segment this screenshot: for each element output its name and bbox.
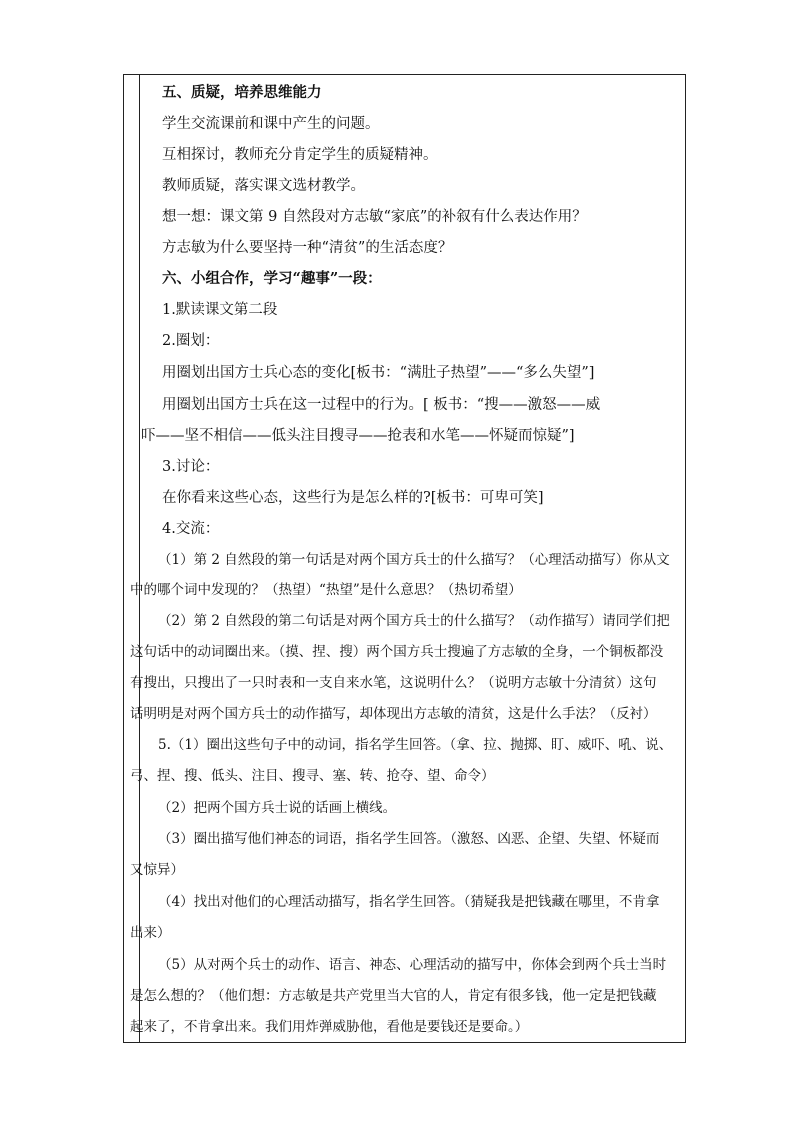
- text-line: 吓——坚不相信——低头注目搜寻——抢表和水笔——怀疑而惊疑”]: [141, 428, 575, 444]
- text-line: 话明明是对两个国方兵士的动作描写，却体现出方志敏的清贫，这是什么手法？（反衬）: [130, 706, 657, 722]
- text-line: 3.讨论：: [162, 459, 220, 475]
- text-line: 2.圈划：: [162, 333, 220, 349]
- text-line: （2）第 2 自然段的第二句话是对两个国方兵士的什么描写？（动作描写）请同学们把: [158, 613, 670, 629]
- text-line: 4.交流：: [162, 521, 220, 537]
- text-line: 又惊异）: [130, 862, 184, 878]
- text-line: 这句话中的动词圈出来。（摸、捏、搜）两个国方兵士搜遍了方志敏的全身，一个铜板都没: [130, 644, 664, 660]
- text-line: 是怎么想的？（他们想：方志敏是共产党里当大官的人，肯定有很多钱，他一定是把钱藏: [130, 988, 657, 1004]
- text-line: 教师质疑，落实课文选材教学。: [162, 178, 365, 194]
- text-line: （1）第 2 自然段的第一句话是对两个国方兵士的什么描写？（心理活动描写）你从文: [158, 552, 670, 568]
- text-line: 中的哪个词中发现的？（热望）“热望”是什么意思？（热切希望）: [130, 582, 522, 598]
- text-line: （2）把两个国方兵士说的话画上横线。: [158, 800, 397, 816]
- text-line: 有搜出，只搜出了一只时表和一支自来水笔，这说明什么？（说明方志敏十分清贫）这句: [130, 675, 657, 691]
- text-line: 出来）: [130, 925, 171, 941]
- text-line: 起来了，不肯拿出来。我们用炸弹威胁他，看他是要钱还是要命。）: [130, 1019, 529, 1035]
- text-line: （3）圈出描写他们神态的词语，指名学生回答。（激怒、凶恶、企望、失望、怀疑而: [158, 831, 660, 847]
- text-line: 互相探讨，教师充分肯定学生的质疑精神。: [162, 147, 438, 163]
- text-line: （4）找出对他们的心理活动描写，指名学生回答。（猜疑我是把钱藏在哪里，不肯拿: [158, 894, 660, 910]
- text-line: 用圈划出国方士兵在这一过程中的行为。[ 板书：“搜——激怒——威: [162, 397, 601, 413]
- text-line: 用圈划出国方士兵心态的变化[板书：“满肚子热望”——“多么失望”]: [162, 365, 595, 381]
- text-line: （5）从对两个兵士的动作、语言、神态、心理活动的描写中，你体会到两个兵士当时: [158, 957, 667, 973]
- text-line: 1.默读课文第二段: [162, 302, 278, 318]
- text-line: 学生交流课前和课中产生的问题。: [162, 116, 380, 132]
- section-five-heading: 五、质疑，培养思维能力: [162, 84, 322, 101]
- text-line: 想一想：课文第 9 自然段对方志敏“家底”的补叙有什么表达作用？: [162, 209, 587, 225]
- section-six-heading: 六、小组合作，学习“趣事”一段：: [162, 270, 382, 287]
- text-line: 在你看来这些心态，这些行为是怎么样的?[板书：可卑可笑]: [162, 490, 544, 506]
- text-line: 方志敏为什么要坚持一种“清贫”的生活态度？: [162, 240, 453, 256]
- text-line: 弓、捏、搜、低头、注目、搜寻、塞、转、抢夺、望、命令）: [130, 768, 495, 784]
- text-line: 5.（1）圈出这些句子中的动词，指名学生回答。（拿、拉、抛掷、盯、威吓、吼、说、: [158, 737, 673, 753]
